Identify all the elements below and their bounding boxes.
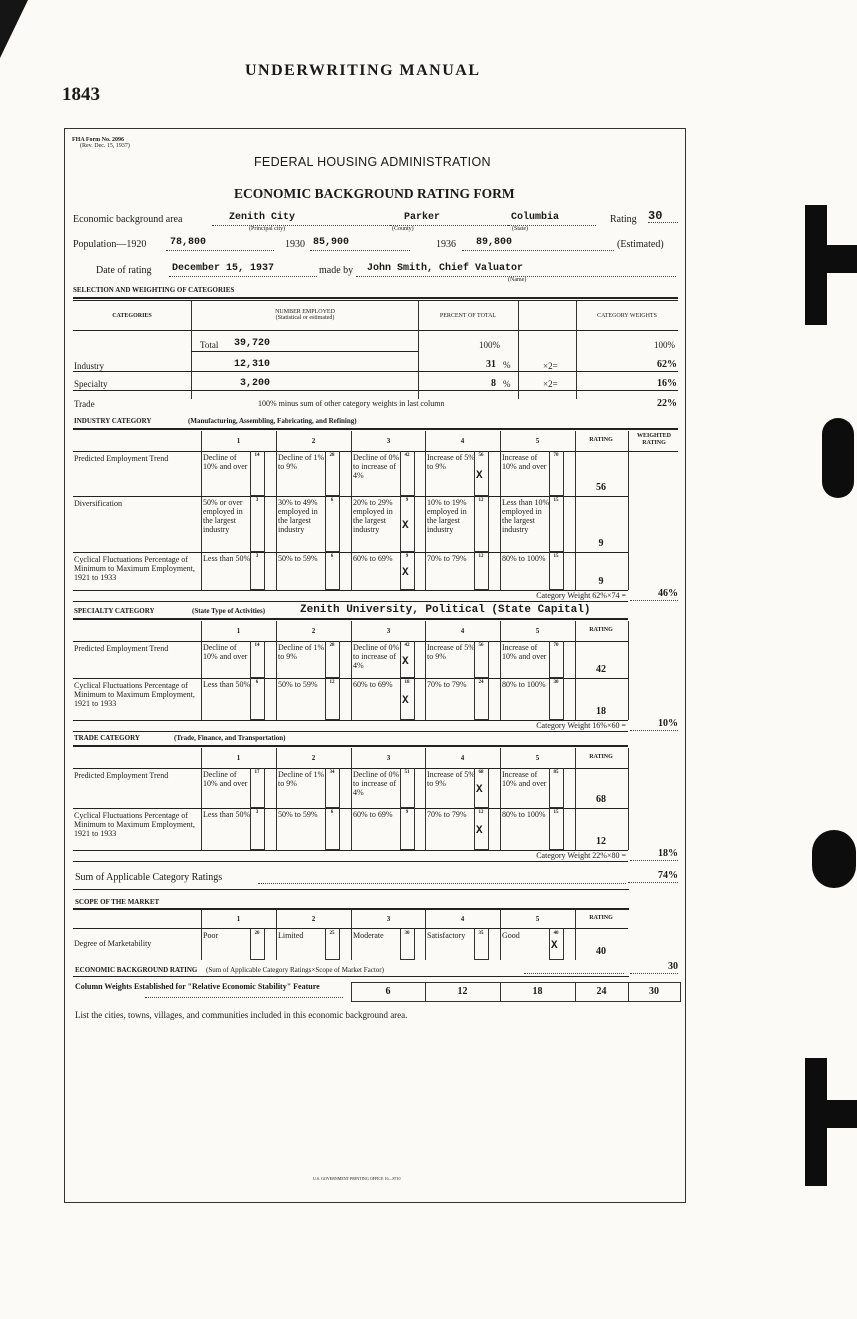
industry-vline bbox=[351, 431, 352, 590]
industry-r1-rating: 56 bbox=[596, 482, 606, 493]
industry-r2-label: Diversification bbox=[74, 499, 122, 508]
industry-r1-score: 28 bbox=[329, 453, 335, 458]
specialty-r1-cell: Decline of 1% to 9% bbox=[278, 643, 325, 661]
col-weights-dotted bbox=[145, 991, 343, 998]
trade-col-4: 4 bbox=[460, 754, 465, 762]
specialty-r1-score: 70 bbox=[553, 643, 559, 648]
trade-r2-label: Cyclical Fluctuations Percentage of Minimum to Maximum Employment, 1921 to 1933 bbox=[74, 811, 195, 838]
trade-r1-score: 68 bbox=[478, 770, 484, 775]
final-sub: (Sum of Applicable Category Ratings×Scope of Market Factor) bbox=[206, 966, 384, 974]
industry-vline bbox=[575, 431, 576, 590]
industry-r2-score: 6 bbox=[330, 498, 334, 503]
sum-label: Sum of Applicable Category Ratings bbox=[75, 872, 223, 883]
market-score: 35 bbox=[478, 931, 484, 936]
trade-r1-score: 85 bbox=[553, 770, 559, 775]
market-score: 40 bbox=[553, 931, 559, 936]
trade-r2-score: 9 bbox=[405, 810, 409, 815]
industry-col-3: 3 bbox=[386, 437, 391, 445]
industry-r1-score: 56 bbox=[478, 453, 484, 458]
industry-r3-score: 12 bbox=[478, 554, 484, 559]
industry-r1-cell: Increase of 5% to 9% bbox=[427, 453, 475, 471]
trade-r1-rule bbox=[73, 808, 628, 809]
market-option: Poor bbox=[203, 931, 219, 940]
industry-vline bbox=[201, 431, 202, 590]
industry-weighted-header: WEIGHTED RATING bbox=[636, 433, 671, 446]
industry-r3-check: X bbox=[402, 567, 409, 579]
industry-end-rule bbox=[73, 601, 628, 602]
industry-weight: 62% bbox=[657, 359, 677, 370]
population-label: Population—1920 bbox=[73, 239, 147, 250]
binder-tab-bottom-arm bbox=[820, 1100, 857, 1128]
industry-mult: ×2= bbox=[543, 361, 558, 371]
trade-r2-score: 6 bbox=[330, 810, 334, 815]
specialty-vline bbox=[276, 621, 277, 720]
trade-r2-rating: 12 bbox=[596, 836, 606, 847]
specialty-r1-label: Predicted Employment Trend bbox=[74, 644, 169, 653]
rule bbox=[576, 301, 577, 399]
col-weights-header: CATEGORY WEIGHTS bbox=[597, 313, 657, 319]
rule bbox=[73, 300, 678, 301]
total-label: Total bbox=[200, 340, 219, 350]
industry-r2-cell: 10% to 19% employed in the largest industry bbox=[427, 498, 467, 534]
specialty-heading: SPECIALTY CATEGORY bbox=[74, 607, 155, 615]
rule bbox=[73, 330, 678, 331]
made-by-value: John Smith, Chief Valuator bbox=[367, 263, 524, 274]
trade-col-5: 5 bbox=[535, 754, 540, 762]
industry-r3-label: Cyclical Fluctuations Percentage of Minimum to Maximum Employment, 1921 to 1933 bbox=[74, 555, 195, 582]
industry-r3-cell: 80% to 100% bbox=[502, 554, 546, 563]
industry-r1-score: 14 bbox=[254, 453, 260, 458]
trade-r1-cell: Decline of 1% to 9% bbox=[278, 770, 325, 788]
specialty-r1-cell: Decline of 0% to increase of 4% bbox=[353, 643, 400, 670]
trade-r2-cell: 80% to 100% bbox=[502, 810, 546, 819]
page-corner-mark bbox=[0, 0, 28, 58]
industry-rule bbox=[73, 428, 678, 430]
trade-r1-cell: Increase of 10% and over bbox=[502, 770, 547, 788]
col-weight-value: 30 bbox=[649, 986, 659, 997]
industry-r2-rule bbox=[73, 552, 628, 553]
industry-r2-cell: 50% or over employed in the largest industry bbox=[203, 498, 243, 534]
market-vline bbox=[425, 910, 426, 960]
name-caption: (Name) bbox=[508, 277, 527, 283]
industry-weight-line: Category Weight 62%×74 = bbox=[536, 591, 626, 600]
industry-vline bbox=[425, 431, 426, 590]
county-caption: (County) bbox=[392, 226, 414, 232]
selection-heading: SELECTION AND WEIGHTING OF CATEGORIES bbox=[73, 286, 235, 294]
industry-r3-cell: 50% to 59% bbox=[278, 554, 318, 563]
rule bbox=[518, 301, 519, 399]
specialty-r2-cell: 80% to 100% bbox=[502, 680, 546, 689]
market-col-3: 3 bbox=[386, 915, 391, 923]
trade-heading: TRADE CATEGORY bbox=[74, 734, 140, 742]
year-1936-label: 1936 bbox=[436, 239, 456, 250]
final-dotted-line bbox=[524, 965, 624, 974]
area-city: Zenith City bbox=[229, 212, 296, 223]
year-1930-label: 1930 bbox=[285, 239, 305, 250]
trade-r1-check: X bbox=[476, 784, 483, 796]
trade-col-1: 1 bbox=[236, 754, 241, 762]
date-label: Date of rating bbox=[96, 265, 152, 276]
market-col-4: 4 bbox=[460, 915, 465, 923]
industry-r2-check: X bbox=[402, 520, 409, 532]
industry-r1-cell: Decline of 10% and over bbox=[203, 453, 248, 471]
trade-r1-label: Predicted Employment Trend bbox=[74, 771, 169, 780]
industry-r3-cell: 60% to 69% bbox=[353, 554, 393, 563]
specialty-r1-score: 28 bbox=[329, 643, 335, 648]
specialty-r2-score: 24 bbox=[478, 680, 484, 685]
industry-grid-top bbox=[73, 451, 678, 452]
pop-1920: 78,800 bbox=[170, 237, 207, 248]
market-col-5: 5 bbox=[535, 915, 540, 923]
market-option: Satisfactory bbox=[427, 931, 466, 940]
industry-r2-score: 9 bbox=[405, 498, 409, 503]
rule bbox=[191, 301, 192, 399]
industry-r1-cell: Increase of 10% and over bbox=[502, 453, 547, 471]
market-vline bbox=[201, 910, 202, 960]
market-score: 30 bbox=[404, 931, 410, 936]
form-title: ECONOMIC BACKGROUND RATING FORM bbox=[234, 186, 515, 201]
industry-col-5: 5 bbox=[535, 437, 540, 445]
trade-vline bbox=[201, 748, 202, 850]
area-county: Parker bbox=[404, 212, 441, 223]
trade-vline bbox=[351, 748, 352, 850]
specialty-r2-cell: Less than 50% bbox=[203, 680, 251, 689]
trade-vline bbox=[276, 748, 277, 850]
specialty-vline bbox=[500, 621, 501, 720]
market-label: Degree of Marketability bbox=[74, 939, 152, 948]
industry-r1-cell: Decline of 1% to 9% bbox=[278, 453, 325, 471]
market-score: 20 bbox=[254, 931, 260, 936]
specialty-r2-score: 30 bbox=[553, 680, 559, 685]
rule bbox=[418, 301, 419, 399]
specialty-r1-check: X bbox=[402, 655, 409, 668]
final-label: ECONOMIC BACKGROUND RATING bbox=[75, 966, 198, 974]
final-value: 30 bbox=[630, 961, 678, 974]
industry-r2-scorebox bbox=[250, 496, 265, 552]
industry-r3-cell: 70% to 79% bbox=[427, 554, 467, 563]
specialty-col-3: 3 bbox=[386, 627, 391, 635]
specialty-r1-cell: Increase of 10% and over bbox=[502, 643, 547, 661]
trade-col-3: 3 bbox=[386, 754, 391, 762]
industry-r1-score: 70 bbox=[553, 453, 559, 458]
industry-r3-cell: Less than 50% bbox=[203, 554, 251, 563]
rating-value: 30 bbox=[648, 210, 678, 223]
trade-end-rule bbox=[73, 861, 628, 862]
specialty-rule bbox=[73, 618, 628, 620]
market-col-2: 2 bbox=[311, 915, 316, 923]
trade-r1-cell: Decline of 10% and over bbox=[203, 770, 248, 788]
specialty-r1-score: 56 bbox=[478, 643, 484, 648]
trade-label: Trade bbox=[74, 399, 95, 409]
area-label: Economic background area bbox=[73, 214, 183, 225]
trade-r2-cell: 50% to 59% bbox=[278, 810, 318, 819]
trade-weighted: 18% bbox=[630, 848, 678, 861]
specialty-r2-score: 18 bbox=[404, 680, 410, 685]
trade-r2-cell: Less than 50% bbox=[203, 810, 251, 819]
col-weight-value: 6 bbox=[385, 986, 391, 997]
industry-r1-label: Predicted Employment Trend bbox=[74, 454, 169, 463]
industry-r2-score: 3 bbox=[255, 498, 259, 503]
market-col-1: 1 bbox=[236, 915, 241, 923]
binder-hole-upper bbox=[822, 418, 854, 498]
industry-rating-header: RATING bbox=[589, 437, 613, 443]
state-caption: (State) bbox=[512, 226, 528, 232]
industry-r2-cell: 30% to 49% employed in the largest industry bbox=[278, 498, 318, 534]
industry-r2-scorebox bbox=[325, 496, 340, 552]
sum-dotted-line bbox=[258, 872, 626, 884]
market-heading: SCOPE OF THE MARKET bbox=[75, 898, 160, 906]
trade-rating-header: RATING bbox=[589, 754, 613, 760]
specialty-heading-sub: (State Type of Activities) bbox=[192, 607, 266, 615]
market-option: Limited bbox=[278, 931, 304, 940]
specialty-r1-rule bbox=[73, 678, 628, 679]
industry-r2-score: 15 bbox=[553, 498, 559, 503]
industry-pct-sign: % bbox=[503, 360, 511, 370]
specialty-activity: Zenith University, Political (State Capital) bbox=[300, 604, 591, 616]
industry-r2-rating: 9 bbox=[598, 538, 604, 549]
industry-label: Industry bbox=[74, 361, 104, 371]
binder-tab-top-arm bbox=[820, 245, 857, 273]
specialty-r1-score: 14 bbox=[254, 643, 260, 648]
industry-r3-rating: 9 bbox=[598, 576, 604, 587]
total-value: 39,720 bbox=[234, 338, 271, 349]
rule bbox=[191, 351, 418, 352]
specialty-weighted: 10% bbox=[630, 718, 678, 731]
running-title: UNDERWRITING MANUAL bbox=[245, 62, 481, 79]
specialty-r2-check: X bbox=[402, 695, 409, 707]
trade-r1-rating: 68 bbox=[596, 794, 606, 805]
trade-col-2: 2 bbox=[311, 754, 316, 762]
pop-1936: 89,800 bbox=[476, 237, 513, 248]
specialty-value: 3,200 bbox=[240, 378, 271, 389]
trade-r2-score: 3 bbox=[255, 810, 259, 815]
col-weight-value: 24 bbox=[596, 986, 607, 997]
col-weight-value: 12 bbox=[457, 986, 468, 997]
industry-vline bbox=[500, 431, 501, 590]
industry-r2-cell: 20% to 29% employed in the largest industry bbox=[353, 498, 393, 534]
industry-r2-scorebox bbox=[474, 496, 489, 552]
trade-r1-score: 17 bbox=[254, 770, 260, 775]
industry-r3-score: 15 bbox=[553, 554, 559, 559]
industry-heading-sub: (Manufacturing, Assembling, Fabricating, and Refining) bbox=[188, 417, 357, 425]
specialty-col-2: 2 bbox=[311, 627, 316, 635]
industry-col-2: 2 bbox=[311, 437, 316, 445]
specialty-r1-score: 42 bbox=[404, 643, 410, 648]
industry-value: 12,310 bbox=[234, 359, 271, 370]
industry-col-4: 4 bbox=[460, 437, 465, 445]
trade-r1-score: 34 bbox=[329, 770, 335, 775]
trade-note: 100% minus sum of other category weights in last column bbox=[258, 399, 445, 408]
trade-weight-line: Category Weight 22%×80 = bbox=[536, 851, 626, 860]
binder-hole-lower bbox=[812, 830, 856, 888]
rule bbox=[73, 390, 678, 391]
specialty-r1-cell: Decline of 10% and over bbox=[203, 643, 248, 661]
industry-vline bbox=[276, 431, 277, 590]
market-vline bbox=[276, 910, 277, 960]
specialty-vline bbox=[201, 621, 202, 720]
specialty-r2-score: 12 bbox=[329, 680, 335, 685]
specialty-vline bbox=[628, 621, 629, 720]
specialty-weight: 16% bbox=[657, 378, 677, 389]
trade-heading-sub: (Trade, Finance, and Transportation) bbox=[174, 734, 286, 742]
rule bbox=[73, 297, 678, 299]
specialty-r2-label: Cyclical Fluctuations Percentage of Minimum to Maximum Employment, 1921 to 1933 bbox=[74, 681, 195, 708]
trade-r2-cell: 70% to 79% bbox=[427, 810, 467, 819]
col-number-header: NUMBER EMPLOYED bbox=[275, 309, 335, 315]
specialty-label: Specialty bbox=[74, 379, 108, 389]
specialty-pct: 8 bbox=[491, 378, 496, 389]
area-state: Columbia bbox=[511, 212, 560, 223]
trade-r2-score: 12 bbox=[478, 810, 484, 815]
trade-weight: 22% bbox=[657, 398, 677, 409]
col-weight-value: 18 bbox=[532, 986, 543, 997]
market-check: X bbox=[551, 940, 558, 952]
trade-r1-cell: Decline of 0% to increase of 4% bbox=[353, 770, 400, 797]
trade-r2-score: 15 bbox=[553, 810, 559, 815]
market-score: 25 bbox=[329, 931, 335, 936]
specialty-weight-line: Category Weight 16%×60 = bbox=[536, 721, 626, 730]
specialty-r2-rating: 18 bbox=[596, 706, 606, 717]
estimated-label: (Estimated) bbox=[617, 239, 664, 250]
col-percent-header: PERCENT OF TOTAL bbox=[439, 313, 497, 319]
pop-1930: 85,900 bbox=[313, 237, 350, 248]
specialty-r1-cell: Increase of 5% to 9% bbox=[427, 643, 475, 661]
specialty-r2-cell: 70% to 79% bbox=[427, 680, 467, 689]
list-instruction: List the cities, towns, villages, and communities included in this economic background area. bbox=[75, 1010, 408, 1020]
col-categories-header: CATEGORIES bbox=[112, 313, 152, 319]
specialty-vline bbox=[351, 621, 352, 720]
industry-heading: INDUSTRY CATEGORY bbox=[74, 417, 152, 425]
industry-r1-score: 42 bbox=[404, 453, 410, 458]
specialty-r2-cell: 50% to 59% bbox=[278, 680, 318, 689]
industry-r3-score: 6 bbox=[330, 554, 334, 559]
industry-r1-cell: Decline of 0% to increase of 4% bbox=[353, 453, 400, 480]
specialty-col-5: 5 bbox=[535, 627, 540, 635]
specialty-r1-rating: 42 bbox=[596, 664, 606, 675]
specialty-r2-cell: 60% to 69% bbox=[353, 680, 393, 689]
industry-r3-score: 3 bbox=[255, 554, 259, 559]
specialty-pct-sign: % bbox=[503, 379, 511, 389]
industry-r2-score: 12 bbox=[478, 498, 484, 503]
market-option: Good bbox=[502, 931, 520, 940]
industry-vline bbox=[628, 431, 629, 590]
trade-vline bbox=[500, 748, 501, 850]
rule bbox=[73, 976, 629, 977]
specialty-col-4: 4 bbox=[460, 627, 465, 635]
industry-r2-cell: Less than 10% employed in the largest industry bbox=[502, 498, 550, 534]
trade-vline bbox=[628, 748, 629, 850]
trade-r1-score: 51 bbox=[404, 770, 410, 775]
total-pct: 100% bbox=[479, 340, 500, 350]
industry-r2-scorebox bbox=[549, 496, 564, 552]
specialty-end-rule bbox=[73, 731, 628, 732]
total-weight: 100% bbox=[654, 340, 675, 350]
industry-weighted: 46% bbox=[630, 588, 678, 601]
rating-label: Rating bbox=[610, 214, 637, 225]
col-weights-label: Column Weights Established for "Relative Economic Stability" Feature bbox=[75, 982, 320, 991]
trade-rule bbox=[73, 745, 628, 747]
market-rating-header: RATING bbox=[589, 915, 613, 921]
market-rating: 40 bbox=[596, 946, 606, 957]
market-vline bbox=[500, 910, 501, 960]
specialty-rating-header: RATING bbox=[589, 627, 613, 633]
industry-r1-check: X bbox=[476, 469, 483, 482]
industry-r3-score: 9 bbox=[405, 554, 409, 559]
city-caption: (Principal city) bbox=[249, 226, 286, 232]
market-vline bbox=[351, 910, 352, 960]
form-revision: (Rev. Dec. 15, 1937) bbox=[80, 143, 130, 149]
specialty-r2-score: 6 bbox=[255, 680, 259, 685]
industry-pct: 31 bbox=[486, 359, 496, 370]
col-number-sub: (Statistical or estimated) bbox=[275, 315, 335, 321]
page-number: 1843 bbox=[62, 84, 100, 105]
trade-r2-cell: 60% to 69% bbox=[353, 810, 393, 819]
specialty-vline bbox=[425, 621, 426, 720]
specialty-mult: ×2= bbox=[543, 379, 558, 389]
date-value: December 15, 1937 bbox=[172, 263, 275, 274]
rule bbox=[73, 889, 629, 890]
trade-r2-check: X bbox=[476, 825, 483, 837]
market-option: Moderate bbox=[353, 931, 384, 940]
trade-vline bbox=[425, 748, 426, 850]
printer-line: U.S. GOVERNMENT PRINTING OFFICE 16—8710 bbox=[313, 1176, 401, 1181]
industry-col-1: 1 bbox=[236, 437, 241, 445]
trade-r1-cell: Increase of 5% to 9% bbox=[427, 770, 475, 788]
industry-r1-rule bbox=[73, 496, 628, 497]
agency-title: FEDERAL HOUSING ADMINISTRATION bbox=[254, 155, 491, 169]
form-number: FHA Form No. 2096 bbox=[72, 137, 124, 143]
made-by-label: made by bbox=[319, 265, 354, 276]
specialty-col-1: 1 bbox=[236, 627, 241, 635]
sum-value: 74% bbox=[628, 870, 678, 883]
rule bbox=[73, 371, 678, 372]
